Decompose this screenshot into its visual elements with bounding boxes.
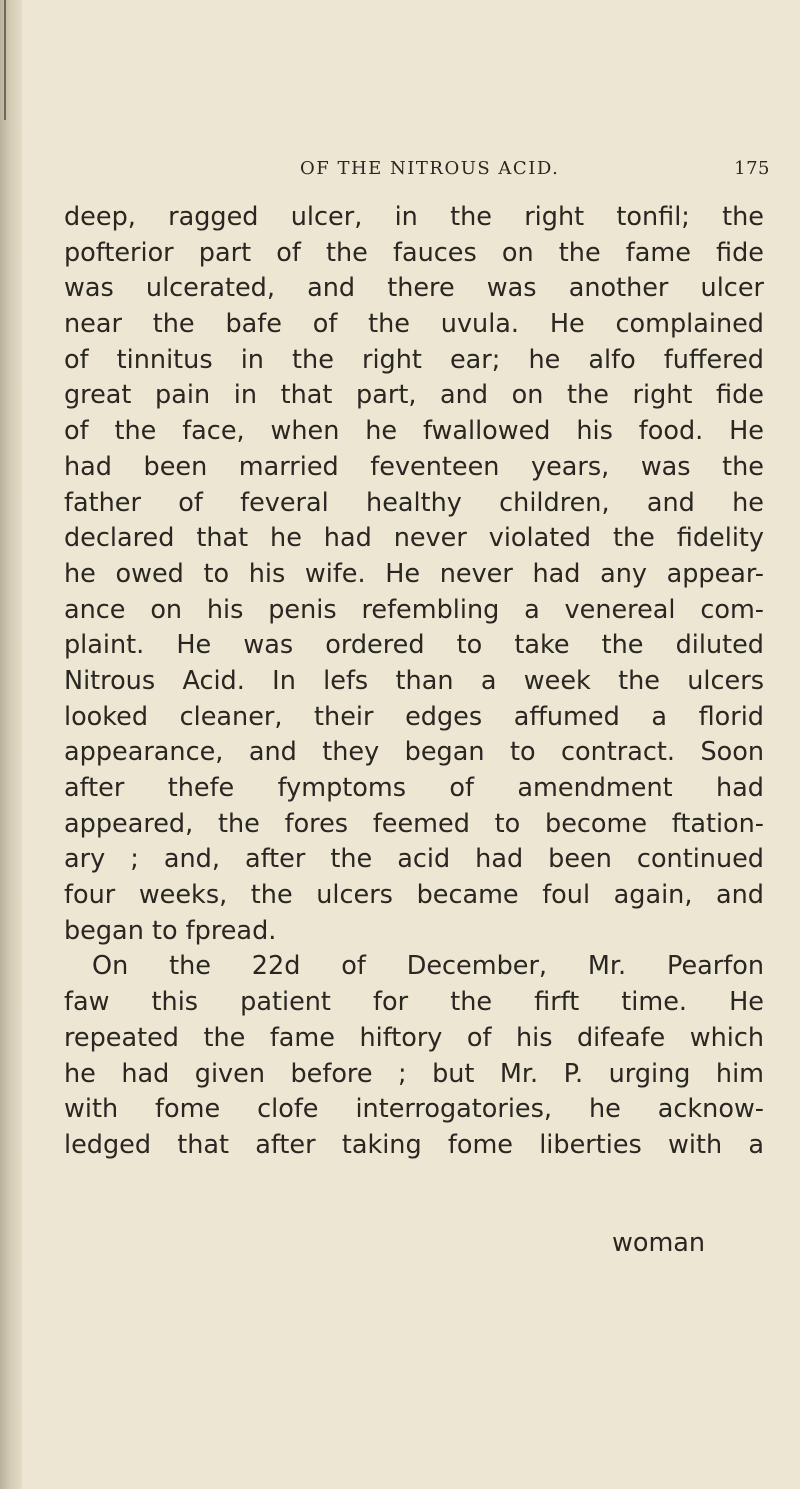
text-line: appearance, and they began to contract. Soon [64,737,764,768]
text-line: plaint. He was ordered to take the diluted [64,630,764,661]
text-line: ance on his penis refembling a venereal com- [64,594,764,625]
text-line: father of feveral healthy children, and he [64,487,764,518]
text-line: near the bafe of the uvula. He complained [64,309,764,340]
catchword: woman [612,1228,706,1258]
text-line: appeared, the fores feemed to become ftation- [64,808,764,839]
text-line: four weeks, the ulcers became foul again, and [64,880,764,911]
text-line: he owed to his wife. He never had any appear- [64,558,764,589]
text-line: Nitrous Acid. In lefs than a week the ulcers [64,665,764,696]
text-line: after thefe fymptoms of amendment had [64,773,764,803]
text-line: ary ; and, after the acid had been continued [64,844,764,875]
body-text [64,200,764,1164]
text-line: pofterior part of the fauces on the fame fide [64,237,764,268]
text-line: of tinnitus in the right ear; he alfo fuffered [64,344,764,375]
text-line: declared that he had never violated the fidelity [64,523,764,554]
text-line: faw this patient for the firft time. He [64,987,764,1018]
text-line: ledged that after taking fome liberties with a [64,1129,764,1160]
page-number: 175 [734,158,770,179]
running-title: OF THE NITROUS ACID. [300,158,560,179]
paragraph-start-line: On the 22d of December, Mr. Pearfon [92,951,764,982]
text-line: was ulcerated, and there was another ulcer [64,273,764,304]
text-line: with fome clofe interrogatories, he acknow- [64,1094,764,1125]
text-line: deep, ragged ulcer, in the right tonfil; the [64,202,764,232]
text-line: he had given before ; but Mr. P. urging him [64,1058,764,1089]
text-line: looked cleaner, their edges affumed a florid [64,701,764,732]
text-line: began to fpread. [64,915,277,946]
running-head [300,158,770,198]
text-line: of the face, when he fwallowed his food. He [64,416,764,447]
text-line: repeated the fame hiftory of his difeafe which [64,1022,764,1053]
text-line: great pain in that part, and on the right fide [64,380,764,411]
text-line: had been married feventeen years, was the [64,451,764,482]
